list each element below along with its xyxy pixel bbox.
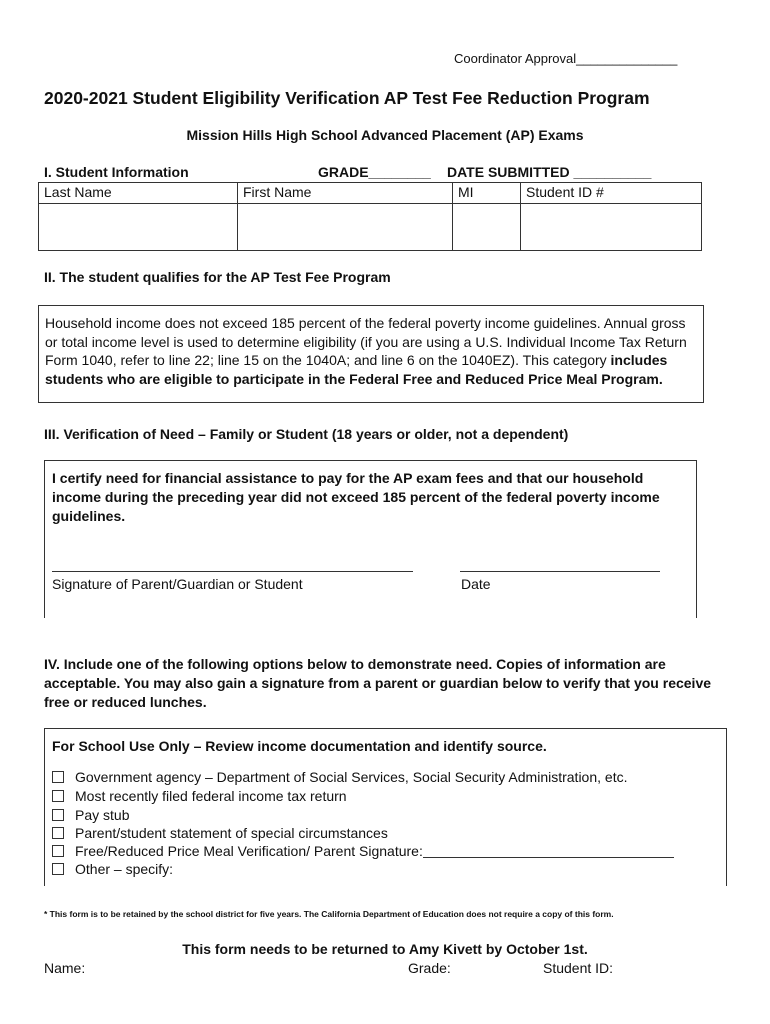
option-label: Government agency – Department of Social Services, Social Security Administration, etc. [75,769,628,785]
first-name-input[interactable] [238,204,453,251]
last-name-header: Last Name [39,183,238,204]
checkbox[interactable] [52,827,64,839]
eligibility-text-bold: includes students who are eligible to participate in the Federal Free and Reduced Price Meal Program. [45,352,668,387]
option-label: Parent/student statement of special circumstances [75,825,388,841]
school-use-title: For School Use Only – Review income documentation and identify source. [52,738,547,754]
checkbox[interactable] [52,771,64,783]
checkbox[interactable] [52,863,64,875]
name-label: Name: [44,960,86,976]
student-id-input[interactable] [521,204,702,251]
option-meal-verification [52,843,674,859]
date-submitted-field[interactable]: DATE SUBMITTED __________ [447,164,652,180]
section-2-heading: II. The student qualifies for the AP Test Fee Program [44,269,391,285]
option-label: Most recently filed federal income tax return [75,788,347,804]
page-title: 2020-2021 Student Eligibility Verification AP Test Fee Reduction Program [44,88,650,108]
mi-input[interactable] [453,204,521,251]
section-1-heading: I. Student Information [44,164,189,180]
option-other [52,861,173,877]
checkbox[interactable] [52,845,64,857]
last-name-input[interactable] [39,204,238,251]
option-government-agency [52,769,627,785]
coordinator-approval: Coordinator Approval______________ [454,51,678,66]
return-notice: This form needs to be returned to Amy Kivett by October 1st. [182,941,588,957]
student-id-label: Student ID: [543,960,614,976]
option-tax-return [52,788,347,804]
section-3-heading: III. Verification of Need – Family or Student (18 years or older, not a dependent) [44,426,569,442]
parent-signature-line[interactable] [423,845,674,858]
retention-footnote: * This form is to be retained by the school district for five years. The California Department of Education does not require a copy of this form. [44,909,614,919]
option-label: Free/Reduced Price Meal Verification/ Parent Signature: [75,843,423,859]
student-info-header-row [39,183,702,204]
certify-statement: I certify need for financial assistance to pay for the AP exam fees and that our household income during the preceding year did not exceed 185 percent of the federal poverty income guidelines. [52,470,660,524]
option-pay-stub [52,807,129,823]
section-4-instructions: IV. Include one of the following options below to demonstrate need. Copies of information are acceptable. You may also gain a signature from a parent or guardian below to verify that you receive free or reduced lunches. [44,656,712,710]
date-line[interactable] [460,571,660,572]
date-label: Date [461,576,491,592]
eligibility-text: Household income does not exceed 185 percent of the federal poverty income guidelines. Annual gross or total income level is used to determine eligibility (if you are using a U.S. Individual Income Tax Return Form 1040, refer to line 22; line 15 on the 1040A; and line 6 on the 1040EZ). This category [45,315,687,368]
grade-field[interactable]: GRADE________ [318,164,431,180]
signature-label: Signature of Parent/Guardian or Student [52,576,303,592]
first-name-header: First Name [238,183,453,204]
student-info-input-row [39,204,702,251]
checkbox[interactable] [52,790,64,802]
checkbox[interactable] [52,809,64,821]
student-info-table [38,182,702,251]
signature-line[interactable] [52,571,413,572]
option-label: Other – specify: [75,861,174,877]
eligibility-box [38,305,704,403]
option-label: Pay stub [75,807,130,823]
option-special-circumstances [52,825,388,841]
mi-header: MI [453,183,521,204]
grade-label: Grade: [408,960,451,976]
student-id-header: Student ID # [521,183,702,204]
page-subtitle: Mission Hills High School Advanced Placement (AP) Exams [186,127,584,143]
